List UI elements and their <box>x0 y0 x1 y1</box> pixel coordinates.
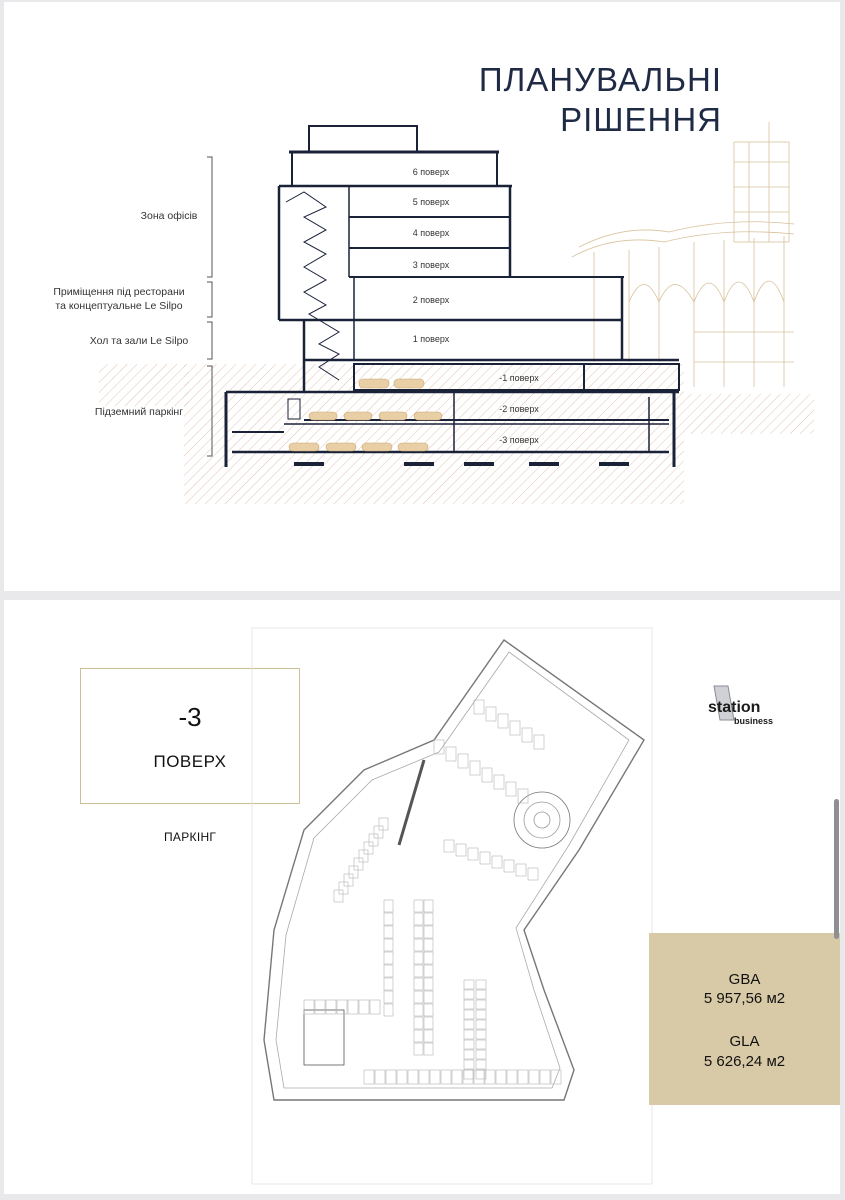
floor-label-1: 1 поверх <box>412 334 450 344</box>
parking-stall <box>414 965 423 977</box>
parking-stall <box>504 860 514 872</box>
parking-stall <box>386 1070 396 1084</box>
parking-stall <box>516 864 526 876</box>
parking-stall <box>492 856 502 868</box>
parking-stall <box>430 1070 440 1084</box>
parking-stall <box>464 1040 474 1049</box>
ramp-spiral <box>514 792 570 848</box>
building-section-drawing <box>4 2 840 591</box>
logo-sub: business <box>734 716 774 726</box>
title-line-2: РІШЕННЯ <box>560 101 722 138</box>
parking-stall <box>424 926 433 938</box>
gla-label: GLA <box>729 1033 760 1050</box>
parking-stall <box>463 1070 473 1084</box>
section-page <box>4 2 840 591</box>
parking-stall <box>424 900 433 912</box>
parking-stall <box>344 874 353 886</box>
parking-stall <box>419 1070 429 1084</box>
parking-stall <box>424 913 433 925</box>
parking-stall <box>476 980 486 989</box>
parking-stall <box>408 1070 418 1084</box>
zone-offices-label: Зона офісів <box>140 210 198 222</box>
parking-stall <box>424 991 433 1003</box>
parking-stall <box>374 826 383 838</box>
parking-stall <box>441 1070 451 1084</box>
parking-stall <box>494 775 504 789</box>
parking-stall <box>384 952 393 964</box>
parking-stall <box>518 1070 528 1084</box>
parking-stall <box>375 1070 385 1084</box>
gba-label: GBA <box>728 971 761 988</box>
title-line-1: ПЛАНУВАЛЬНІ <box>478 61 722 98</box>
floor-label-minus-1: -1 поверх <box>499 373 539 383</box>
parking-stall <box>414 991 423 1003</box>
parking-stall <box>518 789 528 803</box>
plan-inner-outline <box>276 652 629 1088</box>
parking-stall <box>364 1070 374 1084</box>
parking-stall <box>507 1070 517 1084</box>
zone-hall-label: Хол та зали Le Silpo <box>89 335 189 347</box>
parking-stall <box>384 913 393 925</box>
parking-stall <box>384 926 393 938</box>
floor-label-5: 5 поверх <box>412 197 450 207</box>
parking-stall <box>522 728 532 742</box>
parking-stall <box>334 890 343 902</box>
parking-stall <box>464 980 474 989</box>
parking-stall <box>476 1040 486 1049</box>
parking-stall <box>384 978 393 990</box>
parking-stall <box>528 868 538 880</box>
parking-stall <box>498 714 508 728</box>
parking-stall <box>424 1030 433 1042</box>
parking-stall <box>414 913 423 925</box>
parking-stall <box>348 1000 358 1014</box>
floor-label-3: 3 поверх <box>412 260 450 270</box>
parking-stall <box>384 939 393 951</box>
parking-stall <box>474 700 484 714</box>
parking-stall <box>464 1010 474 1019</box>
parking-stall <box>540 1070 550 1084</box>
parking-stall <box>476 1030 486 1039</box>
parking-stall <box>424 1017 433 1029</box>
parking-stall <box>476 990 486 999</box>
parking-stall <box>414 939 423 951</box>
floor-label-minus-2: -2 поверх <box>499 404 539 414</box>
parking-stall <box>464 1050 474 1059</box>
scrollbar[interactable] <box>834 799 839 939</box>
parking-stall <box>354 858 363 870</box>
gla-value: 5 626,24 м2 <box>703 1053 786 1070</box>
parking-stall <box>414 926 423 938</box>
parking-stall <box>384 1004 393 1016</box>
parking-stall <box>476 1000 486 1009</box>
zone-parking-label: Підземний паркінг <box>94 406 184 418</box>
parking-stall <box>379 818 388 830</box>
parking-stall <box>414 1043 423 1055</box>
parking-stall <box>444 840 454 852</box>
parking-stall <box>506 782 516 796</box>
parking-stall <box>482 768 492 782</box>
parking-stall <box>464 990 474 999</box>
parking-stall <box>424 1043 433 1055</box>
parking-stall <box>359 1000 369 1014</box>
parking-stall <box>464 1070 474 1079</box>
parking-stall <box>534 735 544 749</box>
canopy-sketch <box>572 122 794 387</box>
parking-stall <box>476 1020 486 1029</box>
parking-stall <box>510 721 520 735</box>
floor-label-4: 4 поверх <box>412 228 450 238</box>
parking-stall <box>452 1070 462 1084</box>
parking-stall <box>464 1000 474 1009</box>
parking-stall <box>384 900 393 912</box>
parking-stall <box>486 707 496 721</box>
parking-stall <box>414 900 423 912</box>
parking-stall <box>326 1000 336 1014</box>
level-word: ПОВЕРХ <box>153 752 227 771</box>
parking-stall <box>476 1060 486 1069</box>
floor-label-minus-3: -3 поверх <box>499 435 539 445</box>
floor-label-2: 2 поверх <box>412 295 450 305</box>
station-logo-icon <box>704 680 794 730</box>
parking-stall <box>414 1004 423 1016</box>
parking-stall <box>384 965 393 977</box>
floor-plan-page <box>4 600 840 1194</box>
parking-stall <box>476 1050 486 1059</box>
parking-stall <box>464 1030 474 1039</box>
parking-stall <box>424 965 433 977</box>
parking-stall <box>304 1000 314 1014</box>
parking-stall <box>464 1060 474 1069</box>
parking-stall <box>359 850 368 862</box>
parking-stall <box>384 991 393 1003</box>
parking-stall <box>414 978 423 990</box>
parking-stalls <box>304 700 561 1084</box>
parking-stall <box>446 747 456 761</box>
parking-stall <box>529 1070 539 1084</box>
parking-stall <box>369 834 378 846</box>
parking-stall <box>476 1070 486 1079</box>
parking-stall <box>496 1070 506 1084</box>
parking-stall <box>339 882 348 894</box>
parking-stall <box>470 761 480 775</box>
level-type-label: ПАРКІНГ <box>164 830 217 844</box>
parking-stall <box>485 1070 495 1084</box>
parking-stall <box>464 1020 474 1029</box>
parking-stall <box>458 754 468 768</box>
parking-stall <box>337 1000 347 1014</box>
zone-restaurants-line-1: Приміщення під ресторани <box>53 286 185 298</box>
parking-stall <box>349 866 358 878</box>
parking-stall <box>414 1017 423 1029</box>
area-stats-panel <box>649 933 840 1105</box>
parking-stall <box>424 1004 433 1016</box>
parking-stall <box>414 1030 423 1042</box>
parking-stall <box>456 844 466 856</box>
parking-stall <box>480 852 490 864</box>
parking-stall <box>370 1000 380 1014</box>
zone-restaurants-line-2: та концептуальне Le Silpo <box>55 300 183 312</box>
logo-main: station <box>708 699 761 716</box>
parking-stall <box>468 848 478 860</box>
parking-stall <box>414 952 423 964</box>
parking-stall <box>315 1000 325 1014</box>
parking-stall <box>364 842 373 854</box>
floor-label-6: 6 поверх <box>412 167 450 177</box>
level-number: -3 <box>178 702 202 732</box>
parking-stall <box>424 952 433 964</box>
parking-stall <box>474 1070 484 1084</box>
parking-stall <box>424 978 433 990</box>
parking-stall <box>397 1070 407 1084</box>
gba-value: 5 957,56 м2 <box>703 990 786 1007</box>
parking-stall <box>476 1010 486 1019</box>
parking-stall <box>424 939 433 951</box>
